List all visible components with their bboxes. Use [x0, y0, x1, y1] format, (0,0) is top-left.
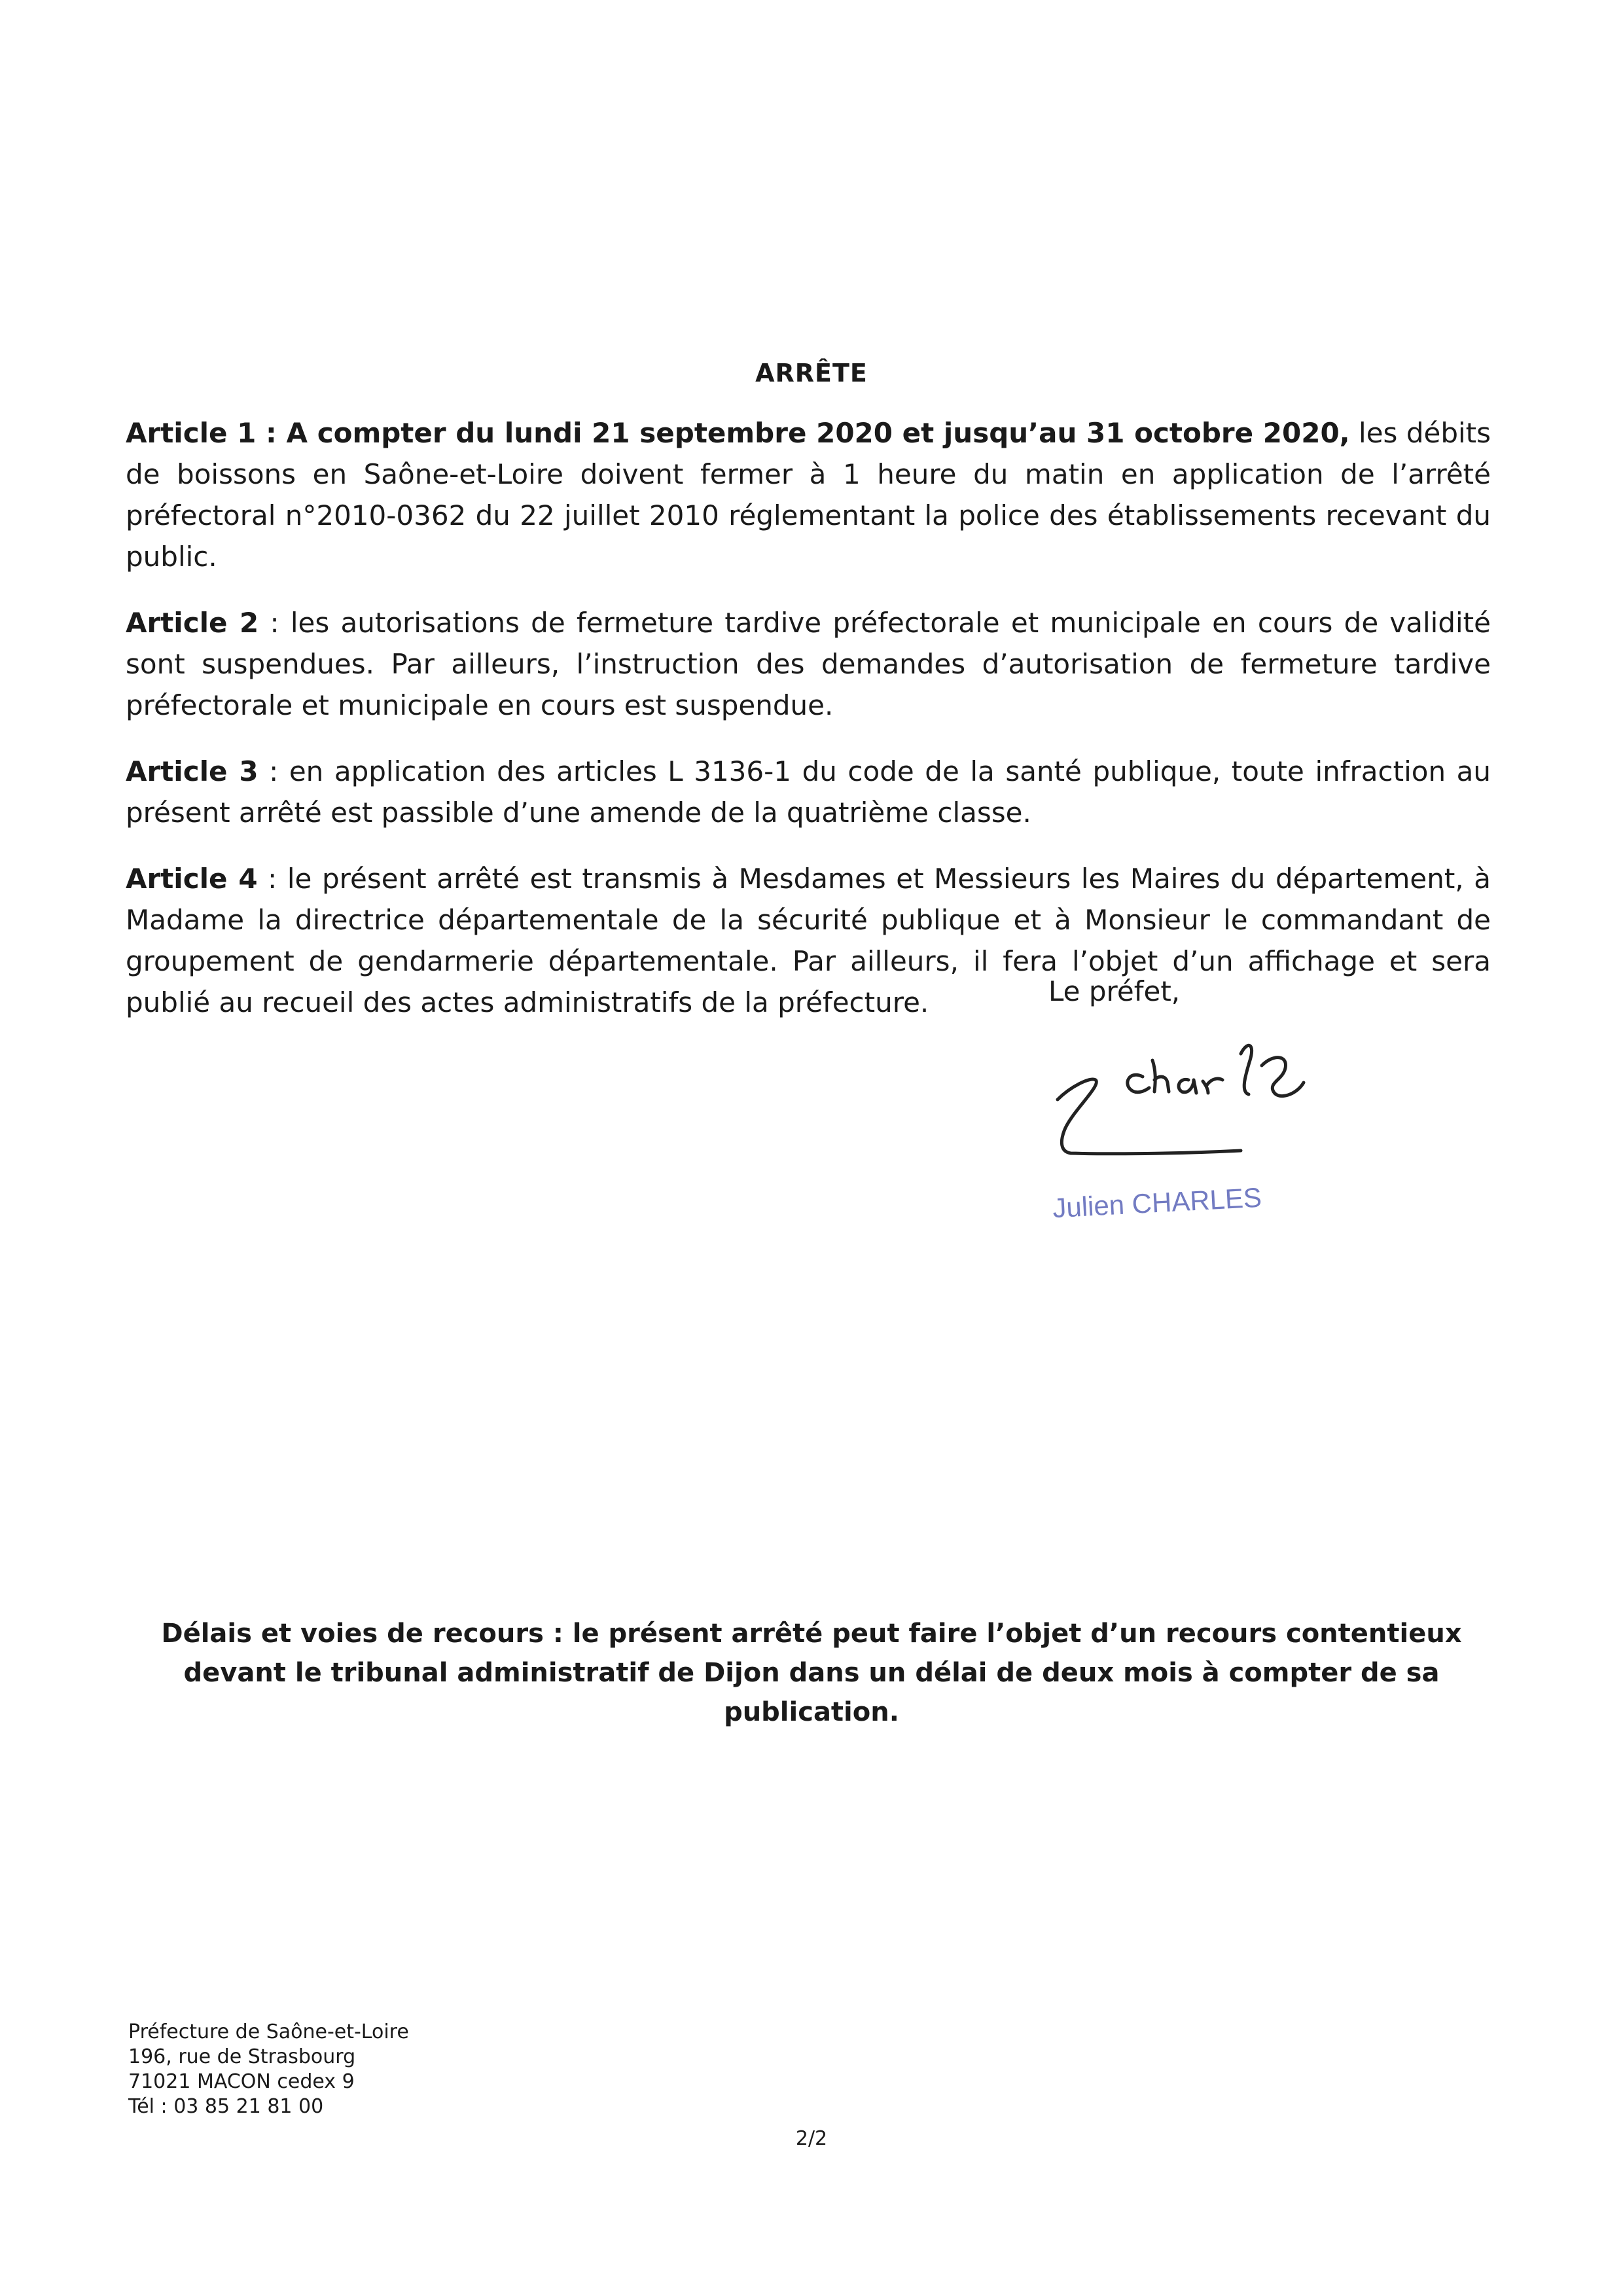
signature-block — [1044, 975, 1372, 1263]
article-1-label: Article 1 : — [126, 417, 277, 449]
address-line-3: 71021 MACON cedex 9 — [128, 2070, 355, 2093]
signatory-title: Le préfet, — [1048, 975, 1181, 1007]
handwritten-signature — [1044, 1014, 1319, 1165]
article-4-label: Article 4 — [126, 863, 258, 895]
article-2-label: Article 2 — [126, 607, 259, 639]
appeal-notice: Délais et voies de recours : le présent arrêté peut faire l’objet d’un recours contentieux devant le tribunal administratif de Dijon dans un délai de deux mois à compter de sa publication. — [161, 1619, 1462, 1727]
prefecture-address — [128, 2020, 409, 2119]
signature-stamp — [1044, 1170, 1319, 1229]
address-line-4: Tél : 03 85 21 81 00 — [128, 2095, 324, 2118]
article-4-text: : le présent arrêté est transmis à Mesdames et Messieurs les Maires du département, à Madame la directrice départementale de la sécurité publique et à Monsieur le commandant de groupement de gendarmerie départementale. Par ailleurs, il fera l’objet d’un affichage et sera publié au recueil des actes administratifs de la préfecture. — [126, 863, 1491, 1018]
article-1-text: les débits de boissons en Saône-et-Loire doivent fermer à 1 heure du matin en application de l’arrêté préfectoral n°2010-0362 du 22 juillet 2010 réglementant la police des établissements recevant du public. — [126, 417, 1491, 573]
article-2 — [126, 602, 1491, 726]
article-3-label: Article 3 — [126, 755, 259, 787]
stamp-text: Julien CHARLES — [1052, 1181, 1263, 1224]
name-stamp-graphic — [1044, 1170, 1319, 1229]
article-2-text: : les autorisations de fermeture tardive préfectorale et municipale en cours de validité sont suspendues. Par ailleurs, l’instruction des demandes d’autorisation de fermeture tardive préfectorale et municipale en cours est suspendue. — [126, 607, 1491, 721]
address-line-1: Préfecture de Saône-et-Loire — [128, 2020, 409, 2043]
article-3-text: : en application des articles L 3136-1 du code de la santé publique, toute infraction au présent arrêté est passible d’une amende de la quatrième classe. — [126, 755, 1491, 829]
article-1 — [126, 412, 1491, 577]
page-number: 2/2 — [795, 2127, 828, 2150]
articles-section — [126, 412, 1491, 1048]
document-title: ARRÊTE — [755, 359, 868, 387]
address-line-2: 196, rue de Strasbourg — [128, 2045, 356, 2068]
article-3 — [126, 751, 1491, 833]
article-1-lead: A compter du lundi 21 septembre 2020 et jusqu’au 31 octobre 2020, — [276, 417, 1350, 449]
